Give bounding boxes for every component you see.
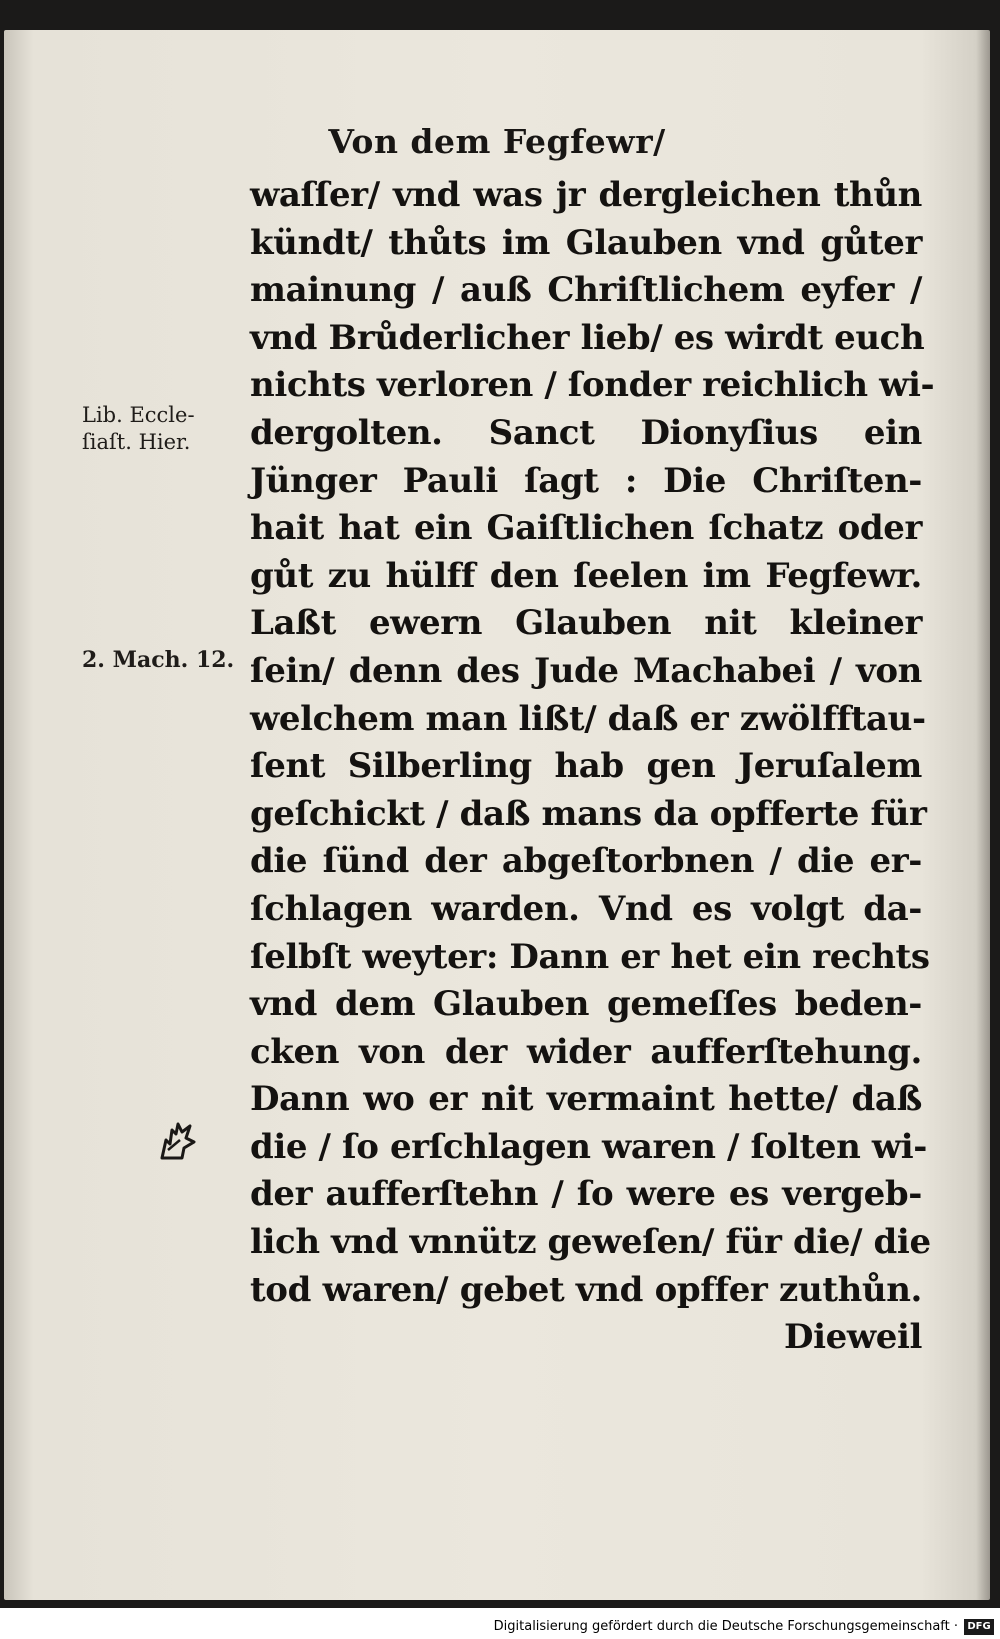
text-line: Dann wo er nit vermaint hette/ daß bbox=[250, 1079, 922, 1120]
text-line: ſein/ denn des Jude Machabei / von bbox=[250, 650, 922, 691]
text-line: lich vnd vnnütz geweſen/ für die/ die bbox=[250, 1222, 931, 1263]
text-line: mainung / auß Chriſtlichem eyfer / bbox=[250, 270, 922, 311]
margin-note-lib bbox=[82, 402, 232, 456]
text-line: kündt/ thůts im Glauben vnd gůter bbox=[250, 222, 922, 263]
text-line: waſſer/ vnd was jr dergleichen thůn bbox=[250, 175, 922, 215]
text-line: der aufferſtehn / ſo were es vergeb- bbox=[250, 1174, 922, 1215]
book-page bbox=[4, 30, 990, 1600]
margin-note-lib-line1: Lib. Eccle- bbox=[82, 403, 195, 427]
margin-note-mach: 2. Mach. 12. bbox=[82, 647, 235, 673]
text-line: vnd dem Glauben gemeſſes beden- bbox=[250, 984, 922, 1025]
text-line: Jünger Pauli ſagt : Die Chriſten- bbox=[250, 460, 922, 501]
text-line: gůt zu hülff den ſeelen im Fegfewr. bbox=[250, 555, 922, 596]
text-line: ſelbſt weyter: Dann er het ein rechts bbox=[250, 936, 930, 977]
text-line: geſchickt / daß mans da opfferte für bbox=[250, 793, 927, 834]
funding-credit: Digitalisierung gefördert durch die Deutsche Forschungsgemeinschaft · bbox=[493, 1619, 958, 1634]
page-gutter-shadow bbox=[976, 30, 990, 1600]
dfg-logo: DFG bbox=[964, 1619, 994, 1635]
text-line: Laßt ewern Glauben nit kleiner bbox=[250, 603, 922, 644]
text-line: welchem man lißt/ daß er zwölfftau- bbox=[250, 698, 926, 739]
text-line: dergolten. Sanct Dionyſius ein bbox=[250, 412, 922, 453]
text-line: nichts verloren / ſonder reichlich wi- bbox=[250, 365, 935, 406]
text-line: vnd Brůderlicher lieb/ es wirdt euch bbox=[250, 317, 925, 358]
text-line: hait hat ein Gaiſtlichen ſchatz oder bbox=[250, 508, 922, 549]
text-line: die ſünd der abgeſtorbnen / die er- bbox=[250, 841, 922, 882]
margin-note-lib-line2: ſiaſt. Hier. bbox=[82, 430, 191, 454]
text-line: tod waren/ gebet vnd opffer zuthůn. bbox=[250, 1269, 922, 1310]
catchword: Dieweil bbox=[784, 1317, 922, 1358]
text-line: cken von der wider aufferſtehung. bbox=[250, 1031, 922, 1072]
text-line: ſent Silberling hab gen Jeruſalem bbox=[250, 746, 922, 787]
main-text-block bbox=[250, 172, 935, 1362]
footer-bar bbox=[0, 1608, 1000, 1639]
running-header: Von dem Fegfewr/ bbox=[328, 122, 666, 161]
pointing-hand-icon bbox=[156, 1120, 198, 1162]
text-line: die / ſo erſchlagen waren / ſolten wi- bbox=[250, 1126, 927, 1167]
text-line: ſchlagen warden. Vnd es volgt da- bbox=[250, 888, 922, 929]
